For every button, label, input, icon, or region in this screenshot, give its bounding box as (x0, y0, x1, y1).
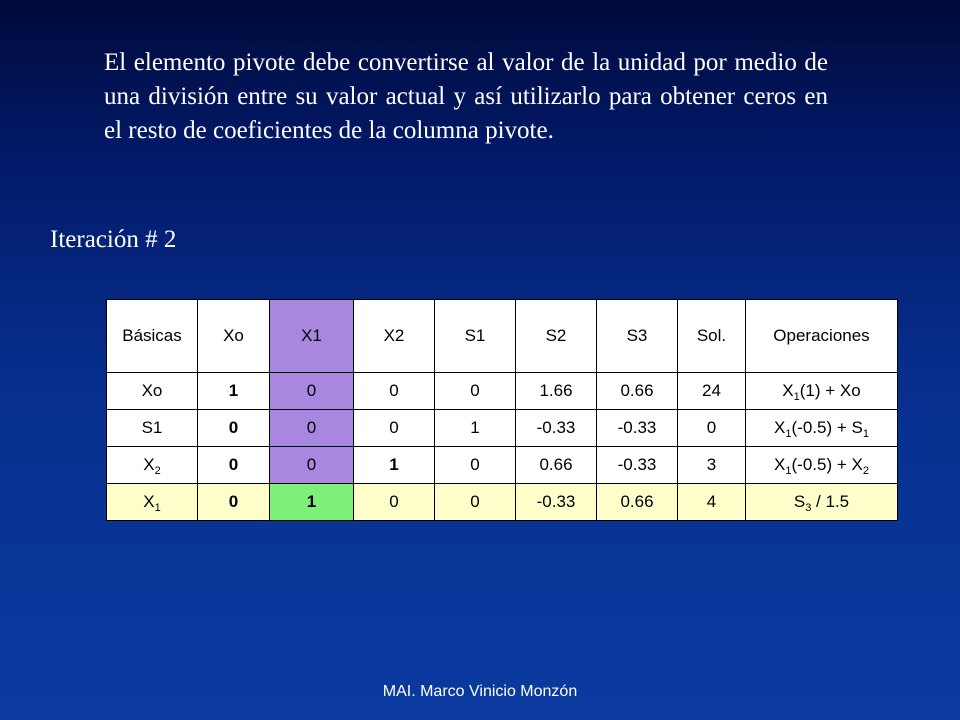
value-cell: 4 (678, 484, 746, 521)
value-cell: 0 (198, 447, 270, 484)
header-cell: S3 (597, 300, 678, 373)
value-cell: -0.33 (597, 410, 678, 447)
header-cell: Básicas (107, 300, 198, 373)
value-cell: 0.66 (597, 373, 678, 410)
value-cell: 0 (354, 484, 435, 521)
value-cell: 0 (435, 484, 516, 521)
operation-cell: $S_3 / 1.5$ (746, 484, 898, 521)
value-cell: 0 (198, 484, 270, 521)
value-cell: 0 (270, 447, 354, 484)
table-row (107, 410, 898, 447)
value-cell: -0.33 (516, 410, 597, 447)
basic-variable-cell: $X_2$ (107, 447, 198, 484)
simplex-table (106, 299, 898, 521)
pivot-element-cell: 1 (270, 484, 354, 521)
basic-variable-cell: $X_1$ (107, 484, 198, 521)
header-cell: X2 (354, 300, 435, 373)
header-cell: X1 (270, 300, 354, 373)
value-cell: 0 (270, 373, 354, 410)
value-cell: 24 (678, 373, 746, 410)
header-cell: S1 (435, 300, 516, 373)
operation-cell: $X_1(-0.5) + S_1$ (746, 410, 898, 447)
basic-variable-cell: Xo (107, 373, 198, 410)
table-row (107, 373, 898, 410)
table-row (107, 447, 898, 484)
value-cell: 1 (354, 447, 435, 484)
basic-variable-cell: S1 (107, 410, 198, 447)
value-cell: 0 (435, 373, 516, 410)
value-cell: 3 (678, 447, 746, 484)
header-cell: Operaciones (746, 300, 898, 373)
value-cell: 0 (270, 410, 354, 447)
value-cell: 0.66 (597, 484, 678, 521)
pivot-row (107, 484, 898, 521)
footer-author: MAI. Marco Vinicio Monzón (382, 683, 578, 700)
header-cell: Sol. (678, 300, 746, 373)
value-cell: 0 (198, 410, 270, 447)
operation-cell: $X_1(-0.5) + X_2$ (746, 447, 898, 484)
table-header-row (107, 300, 898, 373)
header-cell: Xo (198, 300, 270, 373)
operation-cell: $X_1(1) + Xo$ (746, 373, 898, 410)
iteration-heading: Iteración # 2 (50, 226, 177, 253)
value-cell: -0.33 (597, 447, 678, 484)
value-cell: 0 (354, 410, 435, 447)
value-cell: -0.33 (516, 484, 597, 521)
value-cell: 1 (198, 373, 270, 410)
value-cell: 1.66 (516, 373, 597, 410)
value-cell: 0 (354, 373, 435, 410)
intro-paragraph: El elemento pivote debe convertirse al valor de la unidad por medio de una división entre su valor actual y así utilizarlo para obtener ceros en el resto de coeficientes de la columna pivote. (104, 49, 828, 144)
value-cell: 0.66 (516, 447, 597, 484)
value-cell: 0 (435, 447, 516, 484)
value-cell: 0 (678, 410, 746, 447)
header-cell: S2 (516, 300, 597, 373)
value-cell: 1 (435, 410, 516, 447)
